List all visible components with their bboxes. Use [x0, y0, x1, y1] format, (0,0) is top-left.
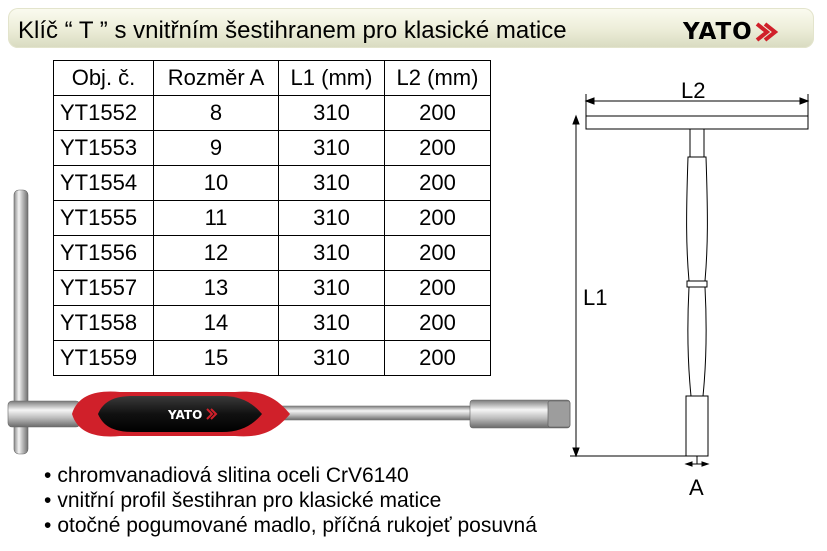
feature-list [44, 463, 537, 538]
table-cell: 200 [385, 131, 491, 166]
table-cell: YT1553 [54, 131, 154, 166]
table-header-row [54, 61, 491, 96]
table-cell: YT1558 [54, 306, 154, 341]
table-cell: 310 [279, 341, 385, 376]
column-header: Rozměr A [154, 61, 279, 96]
table-cell: 200 [385, 201, 491, 236]
table-cell: 200 [385, 341, 491, 376]
table-cell: 310 [279, 131, 385, 166]
tool-photo [0, 180, 590, 460]
logo-arrow-icon [755, 22, 781, 42]
table-cell: 11 [154, 201, 279, 236]
table-cell: 310 [279, 306, 385, 341]
table-cell: 9 [154, 131, 279, 166]
label-l1: L1 [583, 285, 608, 310]
column-header: L2 (mm) [385, 61, 491, 96]
table-cell: YT1557 [54, 271, 154, 306]
table-cell: 200 [385, 236, 491, 271]
list-item: • otočné pogumované madlo, příčná rukojeť posuvná [44, 513, 537, 538]
table-cell: 200 [385, 166, 491, 201]
yato-logo [683, 17, 781, 47]
list-item: • chromvanadiová slitina oceli CrV6140 [44, 463, 537, 488]
table-row [54, 131, 491, 166]
column-header: Obj. č. [54, 61, 154, 96]
table-cell: 310 [279, 166, 385, 201]
photo-logo-text: YATO [168, 408, 203, 422]
label-l2: L2 [681, 78, 706, 103]
table-cell: 310 [279, 271, 385, 306]
table-cell: 8 [154, 96, 279, 131]
table-row [54, 96, 491, 131]
logo-text: YATO [683, 19, 753, 45]
table-cell: YT1554 [54, 166, 154, 201]
table-cell: 200 [385, 271, 491, 306]
table-cell: 10 [154, 166, 279, 201]
label-a: A [689, 475, 704, 500]
table-cell: 14 [154, 306, 279, 341]
table-cell: 200 [385, 96, 491, 131]
table-cell: YT1555 [54, 201, 154, 236]
table-cell: YT1556 [54, 236, 154, 271]
table-cell: 310 [279, 96, 385, 131]
column-header: L1 (mm) [279, 61, 385, 96]
table-cell: 310 [279, 201, 385, 236]
table-cell: 310 [279, 236, 385, 271]
table-cell: 13 [154, 271, 279, 306]
table-cell: 12 [154, 236, 279, 271]
table-cell: YT1552 [54, 96, 154, 131]
table-cell: 200 [385, 306, 491, 341]
table-cell: 15 [154, 341, 279, 376]
list-item: • vnitřní profil šestihran pro klasické matice [44, 488, 537, 513]
table-cell: YT1559 [54, 341, 154, 376]
page-title: Klíč “ T ” s vnitřním šestihranem pro klasické matice [18, 17, 567, 44]
